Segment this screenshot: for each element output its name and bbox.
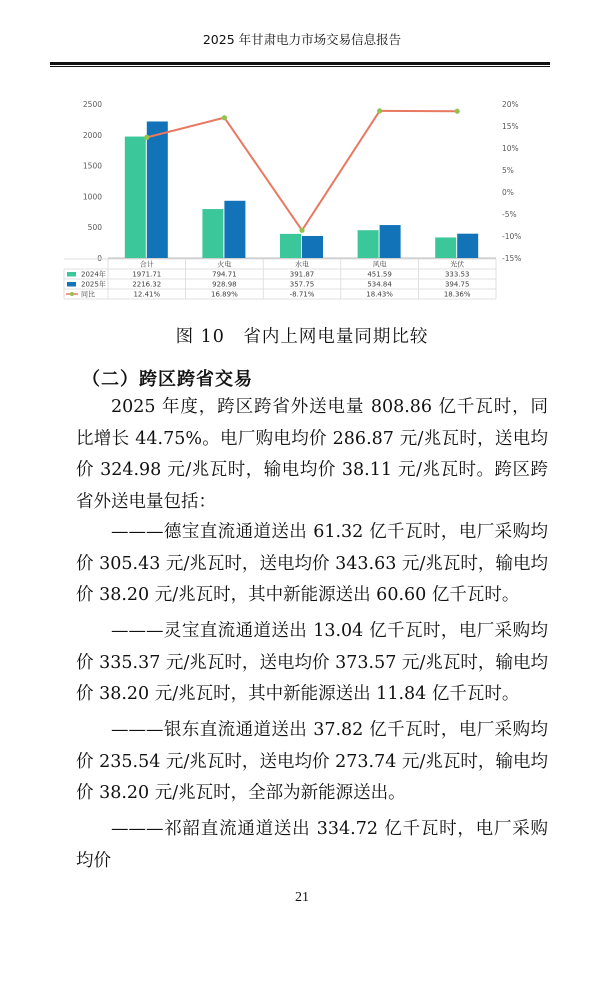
paragraph-lingbao: ———灵宝直流通道送出 13.04 亿千瓦时，电厂采购均价 335.37 元/兆瓦时，送电均价 373.57 元/兆瓦时，输电均价 38.20 元/兆瓦时，其中新能源送出 11.84 亿千瓦时。 [76,621,548,704]
yoy-line [147,111,457,230]
y-left-tick-label: 500 [87,223,102,233]
data-label: 394.75 [444,280,470,289]
bar-2024 [358,230,379,258]
page-number: 21 [295,890,309,905]
generation-comparison-chart [62,94,548,310]
legend-label: 2025年 [81,280,106,289]
header-rule-thick [50,62,550,65]
y-left-tick-label: 2000 [82,130,102,140]
paragraph-qishao: ———祁韶直流通道送出 334.72 亿千瓦时，电厂采购均价 [76,819,548,871]
data-label: 333.53 [444,270,470,279]
yoy-point [455,109,460,114]
legend-swatch-marker [70,292,74,296]
section-title: （二）跨区跨省交易 [82,369,253,390]
legend-swatch [67,282,76,287]
yoy-point [377,108,382,113]
y-right-tick-label: -15% [502,254,522,263]
category-label: 水电 [295,260,309,269]
data-label: 1971.71 [132,270,162,279]
data-label: -8.71% [289,290,315,299]
data-label: 18.43% [366,290,393,299]
y-left-tick-label: 0 [97,254,102,263]
header-rule-thin [50,66,550,67]
bar-2025 [380,225,401,258]
report-header: 2025 年甘肃电力市场交易信息报告 [202,32,402,47]
legend-label: 同比 [81,290,95,299]
legend-swatch [67,272,76,277]
bar-2024 [202,209,223,258]
paragraph-yindong: ———银东直流通道送出 37.82 亿千瓦时，电厂采购均价 235.54 元/兆瓦时，送电均价 273.74 元/兆瓦时，输电均价 38.20 元/兆瓦时，全部为新能源送出。 [76,720,548,803]
yoy-point [299,228,304,233]
data-label: 794.71 [212,270,237,279]
paragraph-debao: ———德宝直流通道送出 61.32 亿千瓦时，电厂采购均价 305.43 元/兆瓦时，送电均价 343.63 元/兆瓦时，输电均价 38.20 元/兆瓦时，其中新能源送出 60.60 亿千瓦时。 [76,522,548,605]
y-right-tick-label: -5% [502,210,517,219]
figure-caption: 图 10 省内上网电量同期比较 [175,327,429,347]
yoy-point [144,135,149,140]
bar-2024 [280,234,301,258]
y-right-tick-label: -10% [502,232,522,241]
data-label: 18.36% [443,290,471,299]
data-label: 451.59 [367,270,392,279]
bar-2025 [147,121,168,258]
bar-2025 [302,236,323,258]
y-left-tick-label: 2500 [82,100,102,109]
category-label: 合计 [139,260,154,269]
y-right-tick-label: 5% [502,166,514,175]
y-left-tick-label: 1500 [82,161,102,171]
bar-2024 [435,237,456,258]
category-label: 光伏 [450,260,465,269]
y-right-tick-label: 10% [502,144,519,153]
data-label: 534.84 [367,280,392,289]
data-label: 16.89% [211,290,238,299]
y-right-tick-label: 15% [502,122,519,131]
bar-2025 [224,201,245,258]
category-label: 风电 [372,260,387,269]
data-label: 2216.32 [132,280,162,289]
y-right-tick-label: 0% [502,188,514,197]
paragraph-summary: 2025 年度，跨区跨省外送电量 808.86 亿千瓦时，同比增长 44.75%。电厂购电均价 286.87 元/兆瓦时，送电均价 324.98 元/兆瓦时，输电均价 38.11 元/兆瓦时。跨区跨省外送电量包括： [76,397,548,512]
data-label: 12.41% [133,290,161,299]
data-label: 928.98 [212,280,237,289]
y-left-tick-label: 1000 [82,192,102,202]
bar-2024 [125,137,146,258]
data-label: 391.87 [289,270,315,279]
data-label: 357.75 [289,280,315,289]
y-right-tick-label: 20% [502,100,519,109]
bar-2025 [457,234,478,258]
legend-label: 2024年 [81,270,106,279]
yoy-point [222,115,227,120]
category-label: 火电 [217,260,232,269]
